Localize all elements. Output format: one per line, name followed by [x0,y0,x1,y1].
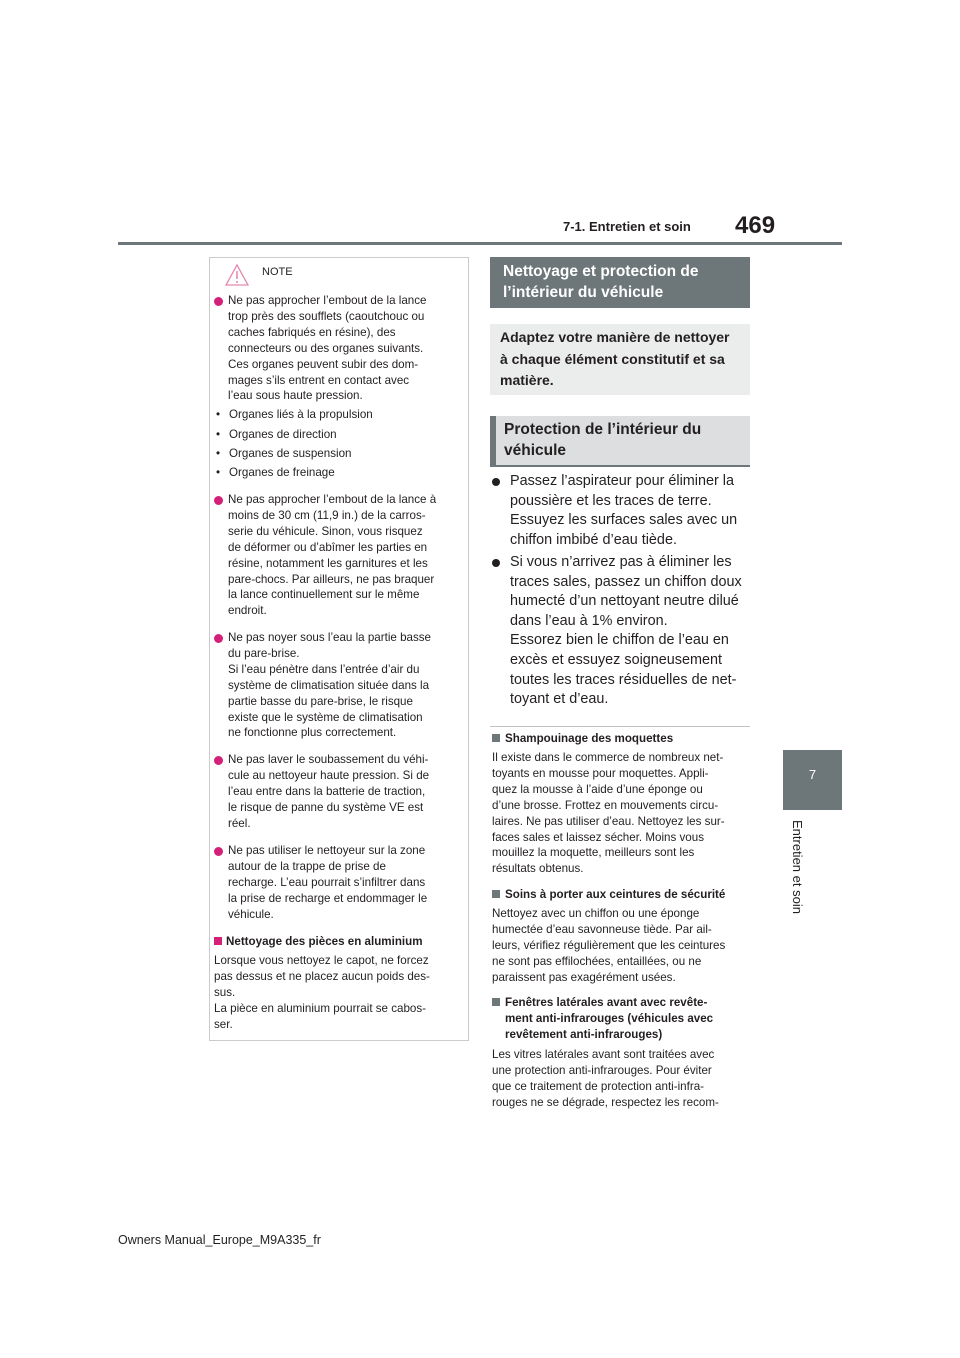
chapter-label [791,820,811,960]
chapter-number: 7 [808,767,817,782]
bullet-dot [214,756,223,765]
aluminium-text: Lorsque vous nettoyez le capot, ne forcez pas dessus et ne placez aucun poids des- sus. La pièce en aluminium pourrait se cabos- ser. [214,954,430,1031]
page-number: 469 [735,212,776,239]
bullet-dot [214,297,223,306]
bullet-dot [492,559,500,567]
header-rule [118,242,842,245]
protection-heading: Protection de l’intérieur du véhicule [490,416,750,467]
note-box: NOTE Ne pas approcher l’embout de la lance trop près des soufflets (caoutchouc ou caches fabriqués en résine), des connecteurs ou des organes suivants. Ces organes peuvent subir des dom- mages s’ils entrent en contact avec l’eau sous haute pression. • Organes liés à la propulsion • Organes de direction • Organes de suspension • Organes de freinage Ne pas approcher l’embout de la lance à moins de 30 cm (11,9 in.) de la carros- serie du véhicule. Sinon, vous risquez de déformer ou d’abîmer les parties en résine, notamment les garnitures et les pare-chocs. Par ailleurs, ne pas braquer la lance continuellement sur le même endroit. Ne pas noyer sous l’eau la partie basse du pare-brise. Si l’eau pénètre dans l’entrée d’air du système de climatisation située dans la partie basse du pare-brise, le risque existe que le système de climatisation ne fonctionne plus correctement. Ne pas laver le soubassement du véhi- cule au nettoyeur haute pression. Si de l’eau entre dans la batterie de traction, le risque de panne du système VE est réel. Ne pas utiliser le nettoyeur sur la zone autour de la trappe de prise de recharge. L’eau pourrait s’infiltrer dans la prise de recharge et endommager le véhicule. Nettoyage des pièces en aluminium Lorsque vous nettoyez le capot, ne forcez pas dessus et ne placez aucun poids des- sus. La pièce en aluminium pourrait se cabos- ser. [209,257,469,1041]
note-header [210,258,468,294]
footer-text: Owners Manual_Europe_M9A335_fr [118,1233,321,1247]
main-heading: Nettoyage et protection de l’intérieur du véhicule [490,257,750,308]
chapter-label-text: Entretien et soin [790,820,805,914]
warning-triangle-icon [224,263,250,287]
bullet-dot [214,496,223,505]
bullet-dot [214,847,223,856]
square-bullet [492,998,500,1006]
section-title: 7-1. Entretien et soin [563,219,691,234]
square-bullet [214,937,222,945]
square-bullet [492,890,500,898]
note-label: NOTE [262,266,293,278]
chapter-tab [783,750,842,810]
aluminium-heading: Nettoyage des pièces en aluminium [214,934,423,950]
bullet-dot [492,478,500,486]
subsection-rule [490,726,750,727]
windows-text: Les vitres latérales avant sont traitées avec une protection anti-infrarouges. Pour éviter que ce traitement de protection anti-infra- rouges ne se dégrade, respectez les recom- [492,1048,719,1109]
seatbelt-text: Nettoyez avec un chiffon ou une éponge humectée d’eau savonneuse tiède. Par ail- leurs, vérifiez régulièrement que les ceintures ne sont pas effilochées, entaillées, ou ne paraissent pas exagérément usées. [492,907,726,984]
carpet-text: Il existe dans le commerce de nombreux net- toyants en mousse pour moquettes. Appli- quez la mousse à l’aide d’une éponge ou d’une brosse. Frottez en mouvements circu- laires. Ne pas utiliser d’eau. Nettoyez les sur- faces sales et laissez sécher. Moins vous mouillez la moquette, meilleurs sont les résultats obtenus. [492,751,725,876]
intro-box: Adaptez votre manière de nettoyer à chaque élément constitutif et sa matière. [490,324,750,395]
square-bullet [492,734,500,742]
bullet-dot [214,634,223,643]
